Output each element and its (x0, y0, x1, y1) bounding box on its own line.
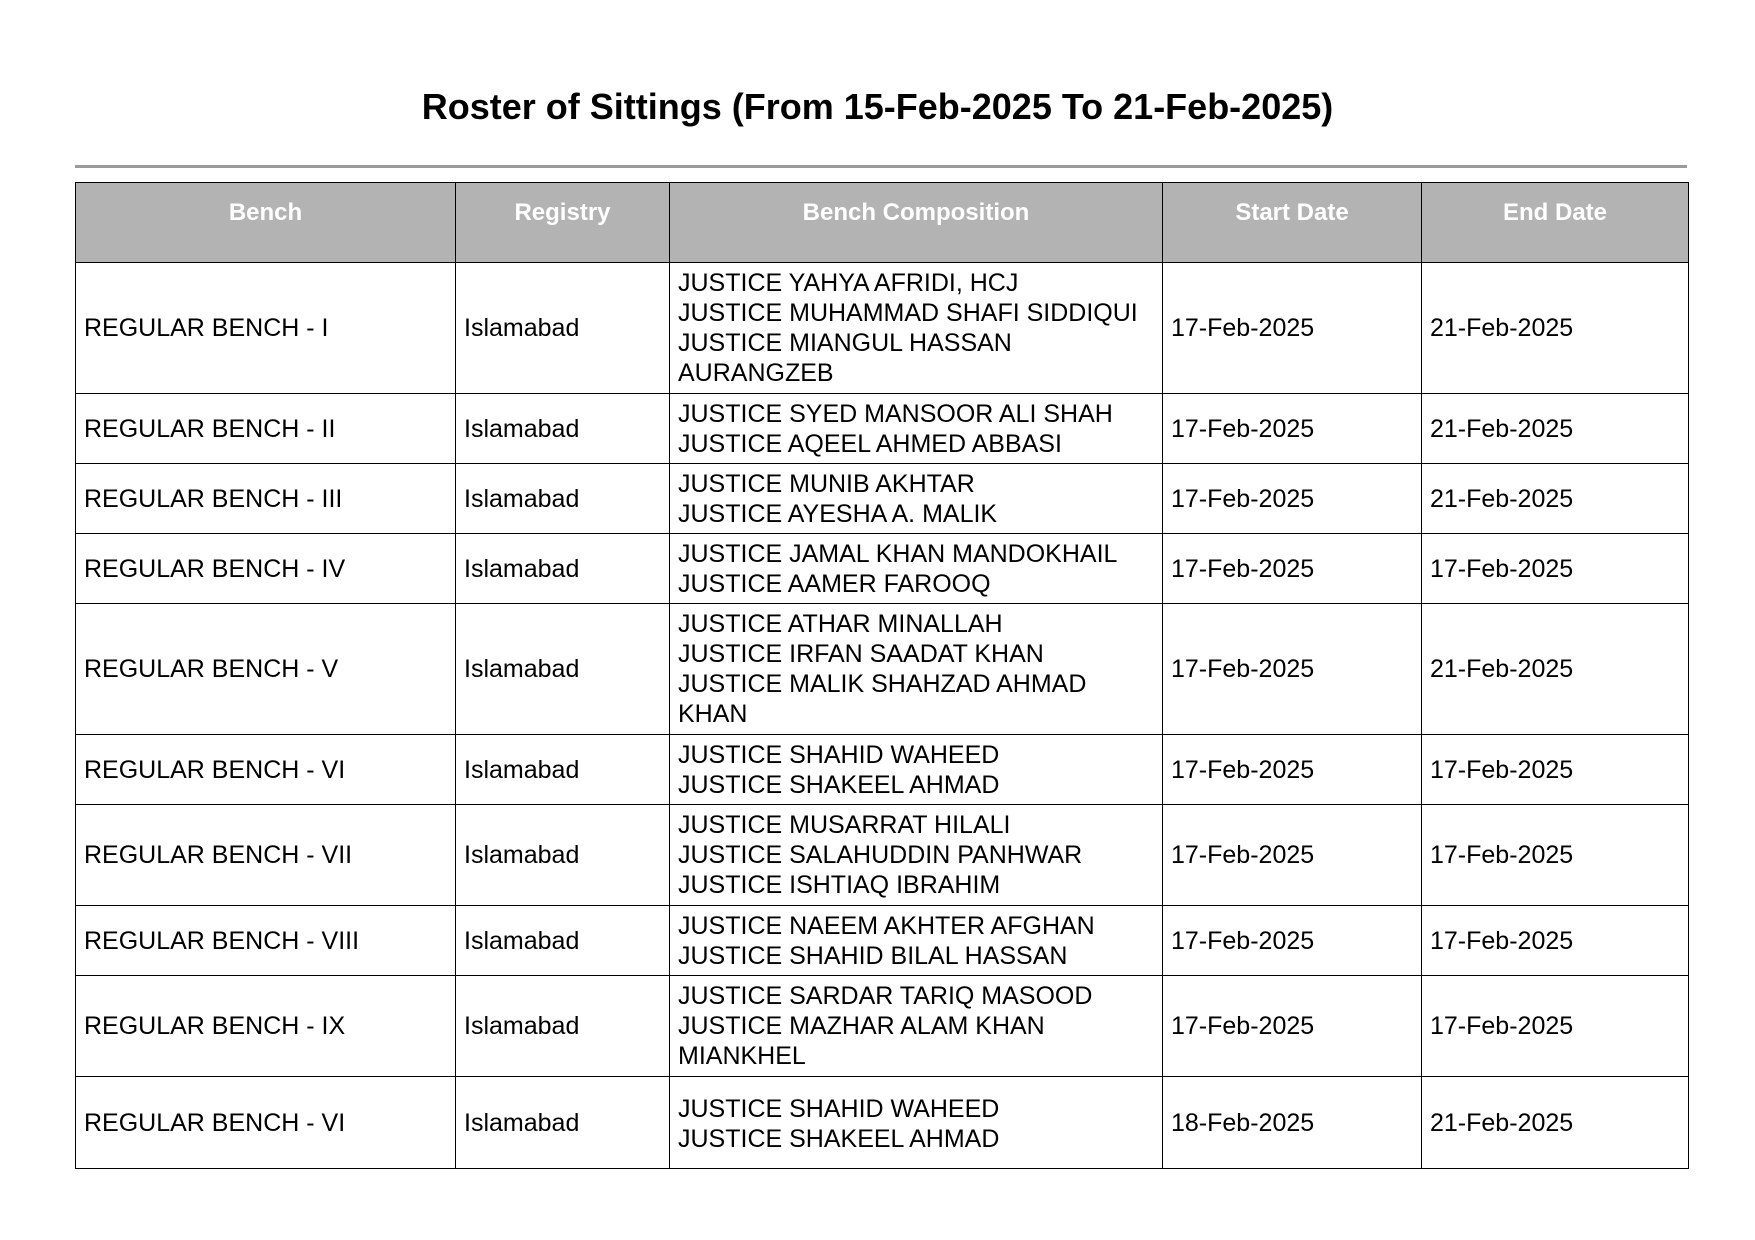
registry-cell: Islamabad (456, 263, 670, 394)
justice-name: JUSTICE MUHAMMAD SHAFI SIDDIQUI (678, 299, 1138, 327)
start-date-cell: 17-Feb-2025 (1163, 906, 1422, 976)
bench-cell: REGULAR BENCH - IX (76, 976, 456, 1077)
bench-cell: REGULAR BENCH - VII (76, 805, 456, 906)
end-date-cell: 17-Feb-2025 (1422, 805, 1689, 906)
bench-composition-cell (670, 906, 1163, 976)
table-row (76, 906, 1689, 976)
bench-composition-cell (670, 394, 1163, 464)
start-date-cell: 17-Feb-2025 (1163, 394, 1422, 464)
end-date-cell: 21-Feb-2025 (1422, 394, 1689, 464)
title-divider (75, 165, 1687, 168)
start-date-cell: 17-Feb-2025 (1163, 735, 1422, 805)
bench-cell: REGULAR BENCH - VI (76, 1077, 456, 1169)
bench-composition-cell (670, 976, 1163, 1077)
column-header-bench-composition: Bench Composition (670, 183, 1163, 263)
justice-name: JUSTICE MALIK SHAHZAD AHMAD (678, 670, 1087, 698)
start-date-cell: 18-Feb-2025 (1163, 1077, 1422, 1169)
justice-name: JUSTICE AQEEL AHMED ABBASI (678, 429, 1062, 458)
end-date-cell: 17-Feb-2025 (1422, 976, 1689, 1077)
table-row (76, 976, 1689, 1077)
table-header-row (76, 183, 1689, 263)
registry-cell: Islamabad (456, 1077, 670, 1169)
end-date-cell: 17-Feb-2025 (1422, 735, 1689, 805)
bench-cell: REGULAR BENCH - IV (76, 534, 456, 604)
start-date-cell: 17-Feb-2025 (1163, 604, 1422, 735)
registry-cell: Islamabad (456, 805, 670, 906)
table-row (76, 394, 1689, 464)
justice-name: KHAN (678, 700, 748, 728)
justice-name: JUSTICE SYED MANSOOR ALI SHAH (678, 399, 1113, 428)
justice-name: JUSTICE SHAHID WAHEED (678, 1094, 1000, 1123)
registry-cell: Islamabad (456, 534, 670, 604)
justice-name: JUSTICE SHAHID BILAL HASSAN (678, 941, 1068, 970)
page-title: Roster of Sittings (From 15-Feb-2025 To 21-Feb-2025) (421, 86, 1334, 127)
justice-name: AURANGZEB (678, 359, 834, 387)
bench-cell: REGULAR BENCH - I (76, 263, 456, 394)
bench-composition-cell (670, 805, 1163, 906)
justice-name: JUSTICE SHAKEEL AHMAD (678, 770, 1000, 799)
end-date-cell: 17-Feb-2025 (1422, 906, 1689, 976)
bench-composition-cell (670, 464, 1163, 534)
justice-name: JUSTICE AAMER FAROOQ (678, 569, 991, 598)
justice-name: JUSTICE NAEEM AKHTER AFGHAN (678, 911, 1095, 940)
table-row (76, 1077, 1689, 1169)
end-date-cell: 21-Feb-2025 (1422, 604, 1689, 735)
column-header-end-date: End Date (1422, 183, 1689, 263)
justice-name: JUSTICE MIANGUL HASSAN (678, 329, 1012, 357)
justice-name: JUSTICE SALAHUDDIN PANHWAR (678, 841, 1083, 869)
registry-cell: Islamabad (456, 976, 670, 1077)
justice-name: JUSTICE MUSARRAT HILALI (678, 811, 1011, 839)
table-row (76, 263, 1689, 394)
start-date-cell: 17-Feb-2025 (1163, 464, 1422, 534)
bench-composition-cell (670, 263, 1163, 394)
bench-cell: REGULAR BENCH - V (76, 604, 456, 735)
bench-cell: REGULAR BENCH - VIII (76, 906, 456, 976)
bench-cell: REGULAR BENCH - III (76, 464, 456, 534)
table-body (76, 263, 1689, 1169)
justice-name: JUSTICE MAZHAR ALAM KHAN (678, 1012, 1045, 1040)
justice-name: JUSTICE ATHAR MINALLAH (678, 610, 1003, 638)
justice-name: JUSTICE JAMAL KHAN MANDOKHAIL (678, 539, 1118, 568)
start-date-cell: 17-Feb-2025 (1163, 805, 1422, 906)
end-date-cell: 21-Feb-2025 (1422, 263, 1689, 394)
end-date-cell: 21-Feb-2025 (1422, 464, 1689, 534)
end-date-cell: 17-Feb-2025 (1422, 534, 1689, 604)
column-header-bench: Bench (76, 183, 456, 263)
bench-composition-cell (670, 534, 1163, 604)
bench-cell: REGULAR BENCH - VI (76, 735, 456, 805)
bench-composition-cell (670, 604, 1163, 735)
table-row (76, 604, 1689, 735)
justice-name: JUSTICE AYESHA A. MALIK (678, 499, 998, 528)
end-date-cell: 21-Feb-2025 (1422, 1077, 1689, 1169)
registry-cell: Islamabad (456, 464, 670, 534)
registry-cell: Islamabad (456, 735, 670, 805)
justice-name: JUSTICE MUNIB AKHTAR (678, 469, 975, 498)
justice-name: JUSTICE SHAKEEL AHMAD (678, 1124, 1000, 1153)
column-header-start-date: Start Date (1163, 183, 1422, 263)
table-row (76, 735, 1689, 805)
justice-name: JUSTICE YAHYA AFRIDI, HCJ (678, 269, 1019, 297)
bench-composition-cell (670, 735, 1163, 805)
registry-cell: Islamabad (456, 906, 670, 976)
justice-name: MIANKHEL (678, 1042, 806, 1070)
start-date-cell: 17-Feb-2025 (1163, 976, 1422, 1077)
table-row (76, 534, 1689, 604)
registry-cell: Islamabad (456, 604, 670, 735)
start-date-cell: 17-Feb-2025 (1163, 263, 1422, 394)
registry-cell: Islamabad (456, 394, 670, 464)
justice-name: JUSTICE ISHTIAQ IBRAHIM (678, 871, 1001, 899)
bench-composition-cell (670, 1077, 1163, 1169)
justice-name: JUSTICE SHAHID WAHEED (678, 740, 1000, 769)
table-row (76, 464, 1689, 534)
column-header-registry: Registry (456, 183, 670, 263)
bench-cell: REGULAR BENCH - II (76, 394, 456, 464)
table-row (76, 805, 1689, 906)
roster-table (75, 182, 1689, 1169)
start-date-cell: 17-Feb-2025 (1163, 534, 1422, 604)
justice-name: JUSTICE SARDAR TARIQ MASOOD (678, 982, 1093, 1010)
justice-name: JUSTICE IRFAN SAADAT KHAN (678, 640, 1044, 668)
